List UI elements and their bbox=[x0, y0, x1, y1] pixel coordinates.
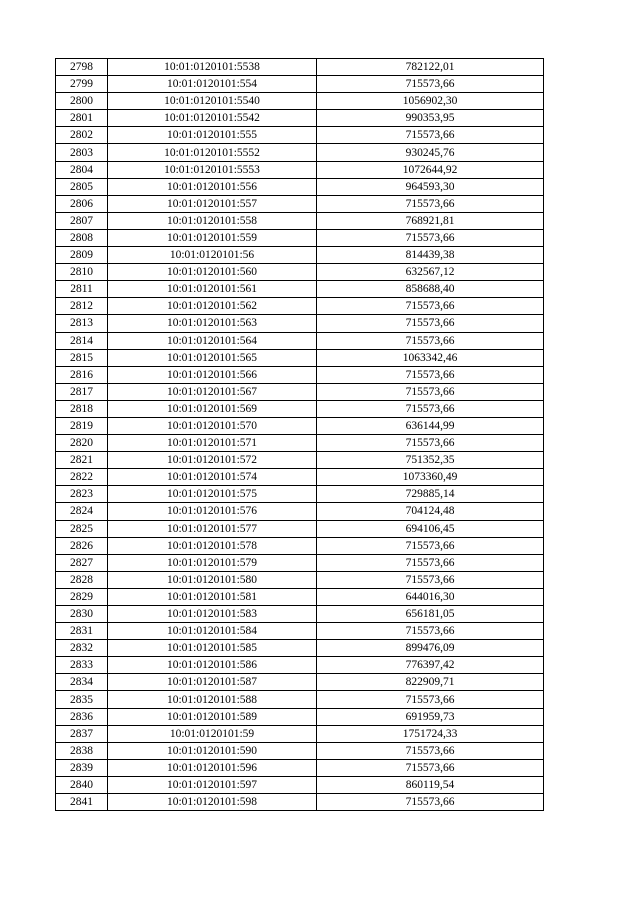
table-row bbox=[56, 554, 544, 571]
table-row bbox=[56, 315, 544, 332]
cadastral-number-cell: 10:01:0120101:563 bbox=[108, 315, 317, 332]
value-cell: 715573,66 bbox=[317, 759, 544, 776]
row-number-cell: 2811 bbox=[56, 281, 108, 298]
value-cell: 715573,66 bbox=[317, 537, 544, 554]
value-cell: 964593,30 bbox=[317, 178, 544, 195]
cadastral-number-cell: 10:01:0120101:572 bbox=[108, 452, 317, 469]
table-row bbox=[56, 264, 544, 281]
table-row bbox=[56, 725, 544, 742]
cadastral-number-cell: 10:01:0120101:567 bbox=[108, 383, 317, 400]
table-row bbox=[56, 691, 544, 708]
value-cell: 768921,81 bbox=[317, 212, 544, 229]
value-cell: 715573,66 bbox=[317, 742, 544, 759]
value-cell: 715573,66 bbox=[317, 366, 544, 383]
table-row bbox=[56, 640, 544, 657]
value-cell: 632567,12 bbox=[317, 264, 544, 281]
value-cell: 751352,35 bbox=[317, 452, 544, 469]
value-cell: 715573,66 bbox=[317, 400, 544, 417]
row-number-cell: 2818 bbox=[56, 400, 108, 417]
value-cell: 1063342,46 bbox=[317, 349, 544, 366]
cadastral-number-cell: 10:01:0120101:574 bbox=[108, 469, 317, 486]
cadastral-number-cell: 10:01:0120101:584 bbox=[108, 623, 317, 640]
value-cell: 691959,73 bbox=[317, 708, 544, 725]
cadastral-values-table bbox=[55, 58, 544, 811]
value-cell: 715573,66 bbox=[317, 298, 544, 315]
row-number-cell: 2829 bbox=[56, 588, 108, 605]
cadastral-number-cell: 10:01:0120101:555 bbox=[108, 127, 317, 144]
table-body bbox=[56, 59, 544, 811]
value-cell: 715573,66 bbox=[317, 315, 544, 332]
cadastral-number-cell: 10:01:0120101:59 bbox=[108, 725, 317, 742]
row-number-cell: 2801 bbox=[56, 110, 108, 127]
cadastral-number-cell: 10:01:0120101:5540 bbox=[108, 93, 317, 110]
value-cell: 782122,01 bbox=[317, 59, 544, 76]
table-row bbox=[56, 127, 544, 144]
value-cell: 704124,48 bbox=[317, 503, 544, 520]
row-number-cell: 2816 bbox=[56, 366, 108, 383]
row-number-cell: 2815 bbox=[56, 349, 108, 366]
value-cell: 715573,66 bbox=[317, 332, 544, 349]
value-cell: 644016,30 bbox=[317, 588, 544, 605]
table-row bbox=[56, 212, 544, 229]
row-number-cell: 2823 bbox=[56, 486, 108, 503]
value-cell: 715573,66 bbox=[317, 623, 544, 640]
table-row bbox=[56, 708, 544, 725]
row-number-cell: 2827 bbox=[56, 554, 108, 571]
value-cell: 860119,54 bbox=[317, 776, 544, 793]
table-row bbox=[56, 794, 544, 811]
table-row bbox=[56, 349, 544, 366]
value-cell: 822909,71 bbox=[317, 674, 544, 691]
table-row bbox=[56, 742, 544, 759]
row-number-cell: 2817 bbox=[56, 383, 108, 400]
cadastral-number-cell: 10:01:0120101:560 bbox=[108, 264, 317, 281]
row-number-cell: 2804 bbox=[56, 161, 108, 178]
table-row bbox=[56, 59, 544, 76]
row-number-cell: 2819 bbox=[56, 417, 108, 434]
row-number-cell: 2798 bbox=[56, 59, 108, 76]
value-cell: 776397,42 bbox=[317, 657, 544, 674]
table-row bbox=[56, 588, 544, 605]
row-number-cell: 2824 bbox=[56, 503, 108, 520]
row-number-cell: 2836 bbox=[56, 708, 108, 725]
cadastral-number-cell: 10:01:0120101:569 bbox=[108, 400, 317, 417]
table-row bbox=[56, 469, 544, 486]
row-number-cell: 2812 bbox=[56, 298, 108, 315]
cadastral-number-cell: 10:01:0120101:5542 bbox=[108, 110, 317, 127]
table-row bbox=[56, 503, 544, 520]
value-cell: 715573,66 bbox=[317, 127, 544, 144]
row-number-cell: 2814 bbox=[56, 332, 108, 349]
cadastral-number-cell: 10:01:0120101:559 bbox=[108, 229, 317, 246]
cadastral-number-cell: 10:01:0120101:586 bbox=[108, 657, 317, 674]
value-cell: 930245,76 bbox=[317, 144, 544, 161]
value-cell: 694106,45 bbox=[317, 520, 544, 537]
row-number-cell: 2841 bbox=[56, 794, 108, 811]
cadastral-number-cell: 10:01:0120101:561 bbox=[108, 281, 317, 298]
row-number-cell: 2821 bbox=[56, 452, 108, 469]
cadastral-number-cell: 10:01:0120101:588 bbox=[108, 691, 317, 708]
value-cell: 1751724,33 bbox=[317, 725, 544, 742]
table-row bbox=[56, 144, 544, 161]
table-row bbox=[56, 435, 544, 452]
table-row bbox=[56, 383, 544, 400]
row-number-cell: 2813 bbox=[56, 315, 108, 332]
row-number-cell: 2803 bbox=[56, 144, 108, 161]
row-number-cell: 2809 bbox=[56, 247, 108, 264]
cadastral-number-cell: 10:01:0120101:589 bbox=[108, 708, 317, 725]
cadastral-number-cell: 10:01:0120101:575 bbox=[108, 486, 317, 503]
cadastral-number-cell: 10:01:0120101:596 bbox=[108, 759, 317, 776]
table-row bbox=[56, 759, 544, 776]
cadastral-number-cell: 10:01:0120101:576 bbox=[108, 503, 317, 520]
value-cell: 729885,14 bbox=[317, 486, 544, 503]
table-row bbox=[56, 76, 544, 93]
table-row bbox=[56, 298, 544, 315]
row-number-cell: 2838 bbox=[56, 742, 108, 759]
cadastral-number-cell: 10:01:0120101:583 bbox=[108, 606, 317, 623]
cadastral-number-cell: 10:01:0120101:571 bbox=[108, 435, 317, 452]
cadastral-number-cell: 10:01:0120101:578 bbox=[108, 537, 317, 554]
table-row bbox=[56, 400, 544, 417]
cadastral-number-cell: 10:01:0120101:558 bbox=[108, 212, 317, 229]
value-cell: 1056902,30 bbox=[317, 93, 544, 110]
table-row bbox=[56, 452, 544, 469]
cadastral-number-cell: 10:01:0120101:564 bbox=[108, 332, 317, 349]
table-row bbox=[56, 657, 544, 674]
table-row bbox=[56, 366, 544, 383]
row-number-cell: 2828 bbox=[56, 571, 108, 588]
row-number-cell: 2835 bbox=[56, 691, 108, 708]
cadastral-number-cell: 10:01:0120101:581 bbox=[108, 588, 317, 605]
cadastral-number-cell: 10:01:0120101:557 bbox=[108, 195, 317, 212]
row-number-cell: 2833 bbox=[56, 657, 108, 674]
value-cell: 1073360,49 bbox=[317, 469, 544, 486]
cadastral-number-cell: 10:01:0120101:585 bbox=[108, 640, 317, 657]
value-cell: 715573,66 bbox=[317, 571, 544, 588]
table-row bbox=[56, 247, 544, 264]
row-number-cell: 2830 bbox=[56, 606, 108, 623]
table-row bbox=[56, 178, 544, 195]
row-number-cell: 2800 bbox=[56, 93, 108, 110]
cadastral-number-cell: 10:01:0120101:577 bbox=[108, 520, 317, 537]
value-cell: 715573,66 bbox=[317, 76, 544, 93]
table-row bbox=[56, 537, 544, 554]
table-row bbox=[56, 520, 544, 537]
row-number-cell: 2825 bbox=[56, 520, 108, 537]
table-row bbox=[56, 486, 544, 503]
value-cell: 715573,66 bbox=[317, 554, 544, 571]
table-row bbox=[56, 332, 544, 349]
table-row bbox=[56, 674, 544, 691]
value-cell: 1072644,92 bbox=[317, 161, 544, 178]
value-cell: 990353,95 bbox=[317, 110, 544, 127]
cadastral-number-cell: 10:01:0120101:597 bbox=[108, 776, 317, 793]
cadastral-number-cell: 10:01:0120101:556 bbox=[108, 178, 317, 195]
table-row bbox=[56, 93, 544, 110]
value-cell: 715573,66 bbox=[317, 691, 544, 708]
table-row bbox=[56, 195, 544, 212]
cadastral-number-cell: 10:01:0120101:562 bbox=[108, 298, 317, 315]
cadastral-number-cell: 10:01:0120101:587 bbox=[108, 674, 317, 691]
cadastral-number-cell: 10:01:0120101:5538 bbox=[108, 59, 317, 76]
value-cell: 715573,66 bbox=[317, 229, 544, 246]
row-number-cell: 2806 bbox=[56, 195, 108, 212]
table-row bbox=[56, 229, 544, 246]
row-number-cell: 2799 bbox=[56, 76, 108, 93]
row-number-cell: 2840 bbox=[56, 776, 108, 793]
row-number-cell: 2839 bbox=[56, 759, 108, 776]
row-number-cell: 2810 bbox=[56, 264, 108, 281]
cadastral-number-cell: 10:01:0120101:554 bbox=[108, 76, 317, 93]
row-number-cell: 2832 bbox=[56, 640, 108, 657]
value-cell: 899476,09 bbox=[317, 640, 544, 657]
cadastral-number-cell: 10:01:0120101:566 bbox=[108, 366, 317, 383]
table-row bbox=[56, 417, 544, 434]
table-row bbox=[56, 161, 544, 178]
cadastral-number-cell: 10:01:0120101:56 bbox=[108, 247, 317, 264]
value-cell: 715573,66 bbox=[317, 794, 544, 811]
cadastral-number-cell: 10:01:0120101:598 bbox=[108, 794, 317, 811]
value-cell: 656181,05 bbox=[317, 606, 544, 623]
row-number-cell: 2802 bbox=[56, 127, 108, 144]
table-row bbox=[56, 110, 544, 127]
cadastral-number-cell: 10:01:0120101:579 bbox=[108, 554, 317, 571]
row-number-cell: 2831 bbox=[56, 623, 108, 640]
table-row bbox=[56, 606, 544, 623]
row-number-cell: 2826 bbox=[56, 537, 108, 554]
value-cell: 715573,66 bbox=[317, 435, 544, 452]
cadastral-number-cell: 10:01:0120101:5553 bbox=[108, 161, 317, 178]
row-number-cell: 2805 bbox=[56, 178, 108, 195]
cadastral-number-cell: 10:01:0120101:565 bbox=[108, 349, 317, 366]
value-cell: 715573,66 bbox=[317, 383, 544, 400]
cadastral-number-cell: 10:01:0120101:590 bbox=[108, 742, 317, 759]
cadastral-number-cell: 10:01:0120101:580 bbox=[108, 571, 317, 588]
cadastral-number-cell: 10:01:0120101:570 bbox=[108, 417, 317, 434]
row-number-cell: 2822 bbox=[56, 469, 108, 486]
row-number-cell: 2834 bbox=[56, 674, 108, 691]
row-number-cell: 2837 bbox=[56, 725, 108, 742]
value-cell: 858688,40 bbox=[317, 281, 544, 298]
table-row bbox=[56, 623, 544, 640]
row-number-cell: 2808 bbox=[56, 229, 108, 246]
value-cell: 715573,66 bbox=[317, 195, 544, 212]
table-row bbox=[56, 571, 544, 588]
value-cell: 636144,99 bbox=[317, 417, 544, 434]
cadastral-number-cell: 10:01:0120101:5552 bbox=[108, 144, 317, 161]
row-number-cell: 2807 bbox=[56, 212, 108, 229]
table-row bbox=[56, 776, 544, 793]
row-number-cell: 2820 bbox=[56, 435, 108, 452]
table-row bbox=[56, 281, 544, 298]
value-cell: 814439,38 bbox=[317, 247, 544, 264]
